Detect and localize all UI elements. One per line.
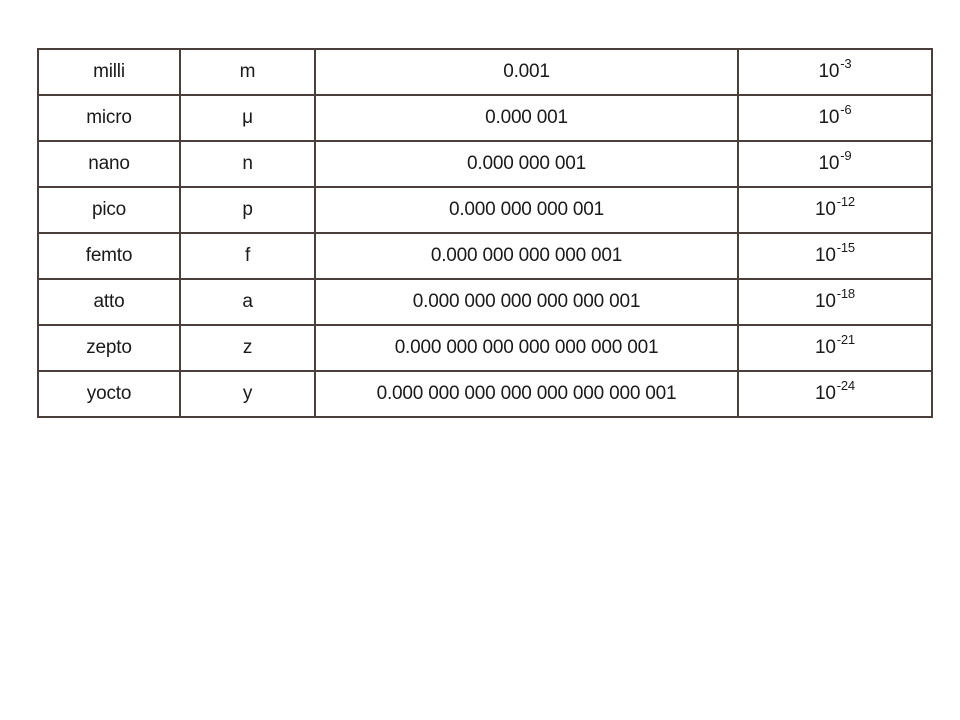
prefix-table-body [38,49,932,417]
table-row [38,141,932,187]
power-of-ten-cell [738,95,932,141]
power-base: 10 [818,153,840,174]
table-row [38,279,932,325]
power-notation [815,240,855,267]
power-notation [815,378,855,405]
prefix-name-cell: nano [38,141,180,187]
decimal-value-cell: 0.000 000 000 001 [315,187,738,233]
power-notation [818,56,852,83]
prefix-name-cell: milli [38,49,180,95]
prefix-name-cell: femto [38,233,180,279]
power-of-ten-cell [738,371,932,417]
power-base: 10 [818,61,840,82]
power-of-ten-cell [738,279,932,325]
prefix-symbol-cell: m [180,49,315,95]
prefix-symbol-cell: n [180,141,315,187]
prefix-name-cell: pico [38,187,180,233]
prefix-symbol-cell: a [180,279,315,325]
prefix-symbol-cell: z [180,325,315,371]
power-notation [815,194,855,221]
si-prefix-table [37,48,933,418]
prefix-symbol-cell: p [180,187,315,233]
power-exponent: -9 [840,148,852,163]
table-row [38,233,932,279]
table-row [38,95,932,141]
power-base: 10 [815,245,836,266]
power-notation [815,332,855,359]
power-of-ten-cell [738,325,932,371]
prefix-symbol-cell: μ [180,95,315,141]
power-base: 10 [818,107,840,128]
power-base: 10 [815,337,836,358]
prefix-symbol-cell: y [180,371,315,417]
power-base: 10 [815,199,836,220]
power-exponent: -15 [836,240,855,255]
power-of-ten-cell [738,141,932,187]
power-notation [818,102,852,129]
power-exponent: -3 [840,56,852,71]
table-row [38,187,932,233]
power-exponent: -18 [836,286,855,301]
prefix-name-cell: zepto [38,325,180,371]
power-of-ten-cell [738,49,932,95]
decimal-value-cell: 0.000 000 000 000 001 [315,233,738,279]
power-base: 10 [815,383,836,404]
decimal-value-cell: 0.001 [315,49,738,95]
power-exponent: -12 [836,194,855,209]
prefix-name-cell: atto [38,279,180,325]
decimal-value-cell: 0.000 000 000 000 000 000 001 [315,325,738,371]
table-row [38,325,932,371]
power-notation [818,148,852,175]
decimal-value-cell: 0.000 000 000 000 000 001 [315,279,738,325]
power-of-ten-cell [738,233,932,279]
prefix-name-cell: yocto [38,371,180,417]
table-row [38,371,932,417]
power-of-ten-cell [738,187,932,233]
power-notation [815,286,855,313]
power-base: 10 [815,291,836,312]
power-exponent: -21 [836,332,855,347]
power-exponent: -6 [840,102,852,117]
prefix-symbol-cell: f [180,233,315,279]
decimal-value-cell: 0.000 001 [315,95,738,141]
decimal-value-cell: 0.000 000 001 [315,141,738,187]
table-row [38,49,932,95]
decimal-value-cell: 0.000 000 000 000 000 000 000 001 [315,371,738,417]
prefix-name-cell: micro [38,95,180,141]
power-exponent: -24 [836,378,855,393]
